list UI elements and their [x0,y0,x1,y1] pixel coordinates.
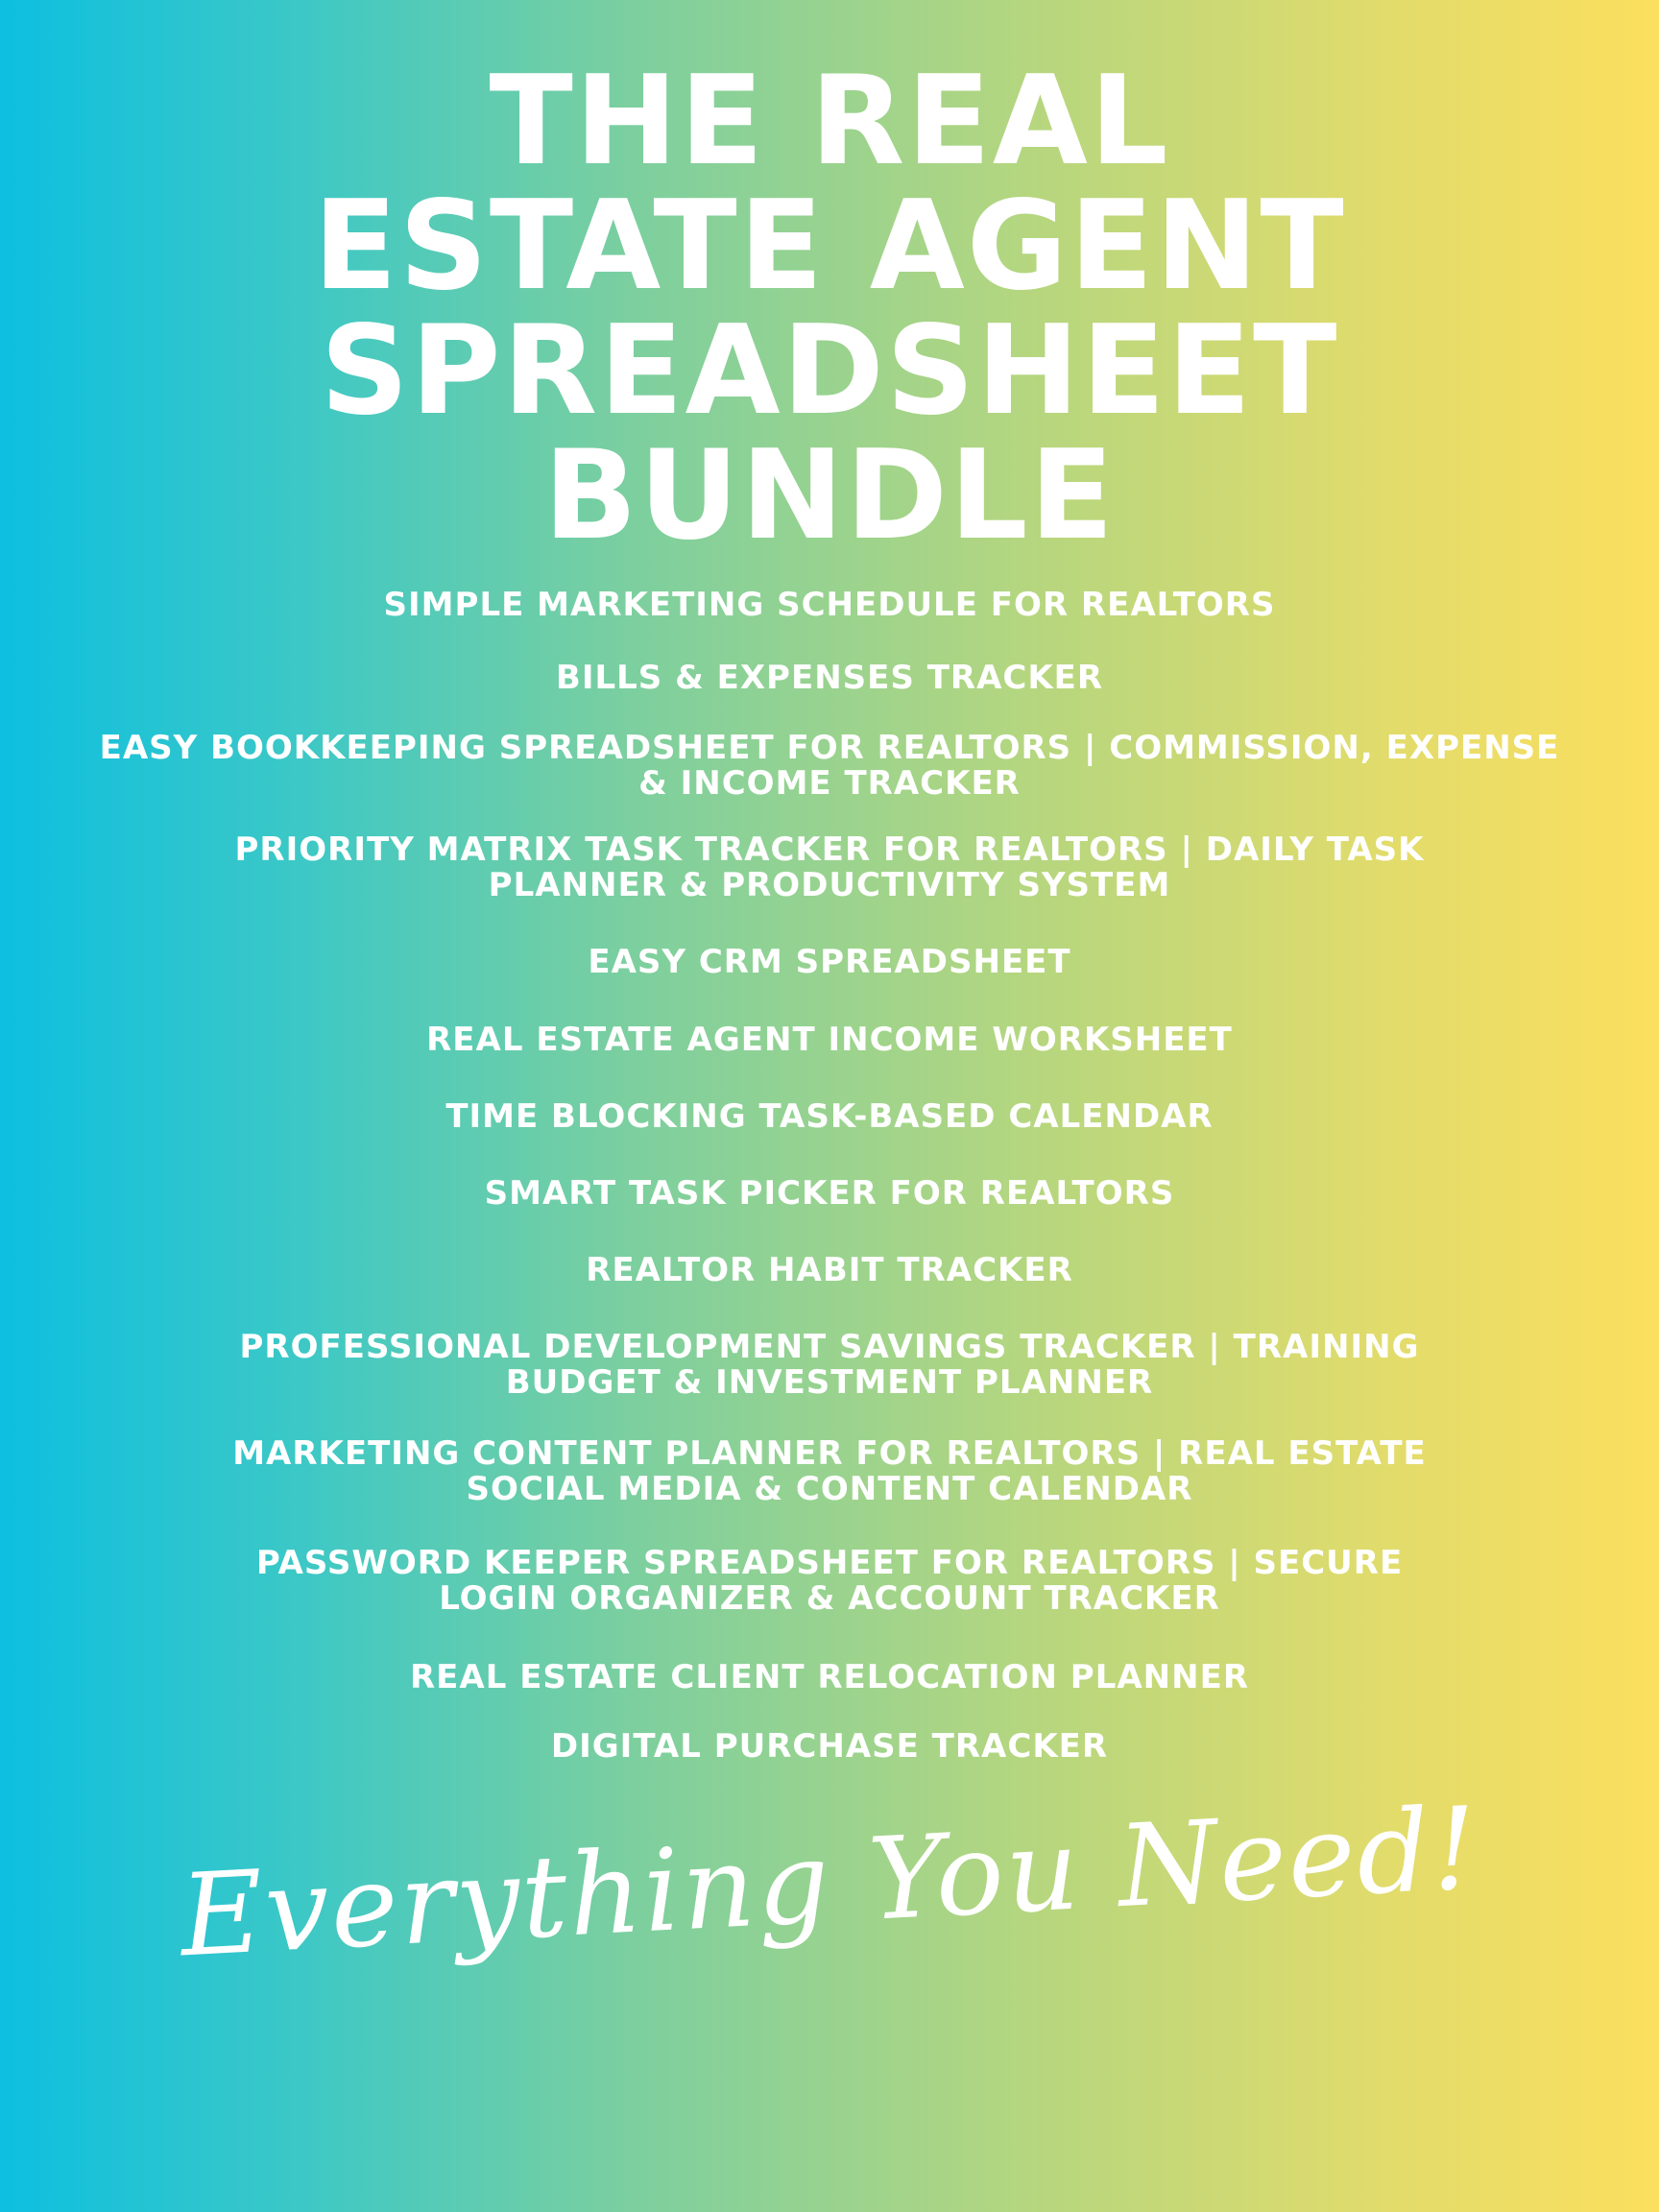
title-line: ESTATE AGENT [313,175,1346,318]
list-item [38,1660,1621,1695]
list-item-text: & INCOME TRACKER [638,764,1021,803]
list-item-text: REAL ESTATE CLIENT RELOCATION PLANNER [409,1658,1250,1696]
list-item-text: PASSWORD KEEPER SPREADSHEET FOR REALTORS | SECURE [255,1544,1404,1582]
tagline: Everything You Need! [177,1781,1482,1983]
list-item-text: EASY CRM SPREADSHEET [588,943,1071,981]
list-item [38,731,1621,802]
list-item-text: LOGIN ORGANIZER & ACCOUNT TRACKER [439,1579,1220,1618]
list-item [38,661,1621,696]
list-item-text: REAL ESTATE AGENT INCOME WORKSHEET [426,1021,1233,1059]
list-item-text: PRIORITY MATRIX TASK TRACKER FOR REALTORS | DAILY TASK [234,830,1425,869]
title-line: BUNDLE [543,424,1116,567]
list-item [38,1253,1621,1288]
title-line: THE REAL [489,50,1170,193]
list-item [38,1436,1621,1507]
list-item-text: BUDGET & INVESTMENT PLANNER [505,1363,1154,1402]
list-item [38,1546,1621,1617]
list-item-text: SMART TASK PICKER FOR REALTORS [484,1174,1175,1213]
list-item-text: DIGITAL PURCHASE TRACKER [550,1727,1109,1766]
list-item [38,1022,1621,1058]
list-item [38,832,1621,903]
list-item [38,1176,1621,1212]
list-item-text: PLANNER & PRODUCTIVITY SYSTEM [488,866,1171,904]
list-item [38,1330,1621,1401]
list-item [38,588,1621,623]
list-item-text: REALTOR HABIT TRACKER [586,1251,1073,1289]
title-line: SPREADSHEET [320,300,1339,443]
list-item-text: MARKETING CONTENT PLANNER FOR REALTORS | REAL ESTATE [232,1434,1427,1473]
list-item-text: SIMPLE MARKETING SCHEDULE FOR REALTORS [383,586,1276,624]
list-item-text: EASY BOOKKEEPING SPREADSHEET FOR REALTORS | COMMISSION, EXPENSE [99,729,1560,767]
list-item-text: TIME BLOCKING TASK-BASED CALENDAR [445,1097,1214,1136]
list-item-text: SOCIAL MEDIA & CONTENT CALENDAR [466,1470,1193,1508]
list-item [38,945,1621,980]
list-item-text: PROFESSIONAL DEVELOPMENT SAVINGS TRACKER | TRAINING [239,1328,1420,1366]
list-item-text: BILLS & EXPENSES TRACKER [555,659,1104,697]
list-item [38,1729,1621,1765]
list-item [38,1099,1621,1135]
